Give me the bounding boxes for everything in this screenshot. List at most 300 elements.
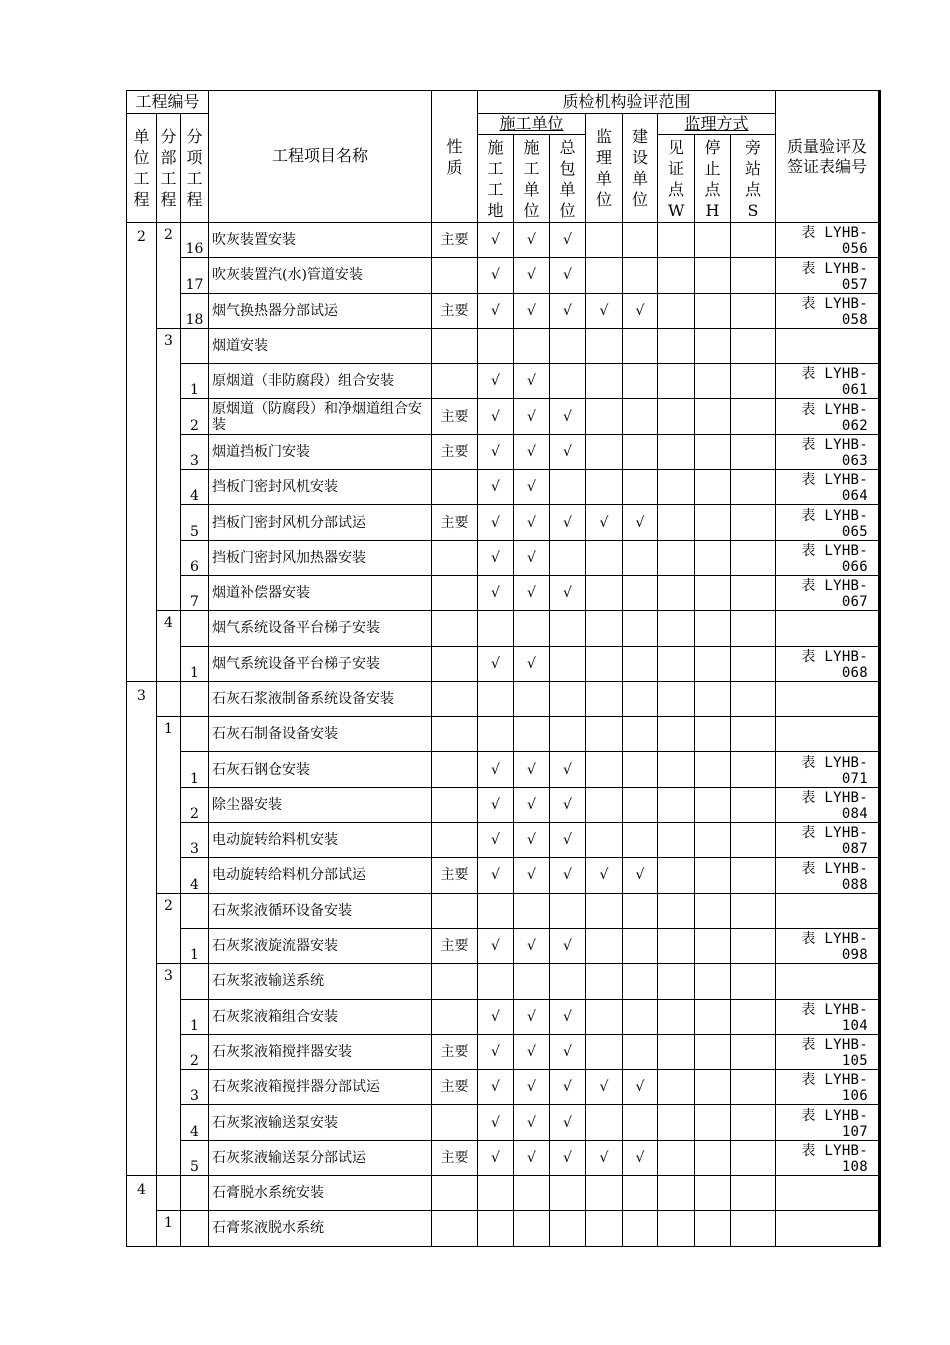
table-row [127, 964, 880, 999]
check-cell [731, 928, 776, 963]
check-cell: √ [478, 470, 514, 505]
check-cell [695, 646, 731, 681]
check-cell [658, 505, 695, 540]
division-cell [157, 540, 181, 575]
table-row [127, 1105, 880, 1140]
project-name-cell: 挡板门密封风加热器安装 [209, 540, 432, 575]
check-cell: √ [478, 575, 514, 610]
check-cell [731, 611, 776, 646]
check-cell [731, 293, 776, 328]
item-cell: 1 [181, 752, 209, 787]
check-cell [695, 1176, 731, 1211]
check-cell: √ [550, 858, 586, 893]
check-cell [586, 611, 623, 646]
check-cell: √ [478, 258, 514, 293]
header-owner: 建设单位 [623, 114, 658, 223]
table-row [127, 364, 880, 399]
division-cell [157, 505, 181, 540]
unit-cell [127, 752, 157, 787]
nature-cell [432, 787, 478, 822]
check-cell: √ [478, 646, 514, 681]
check-cell [731, 858, 776, 893]
check-cell [550, 328, 586, 363]
check-cell [695, 823, 731, 858]
table-row [127, 1140, 880, 1175]
check-cell: √ [623, 1070, 658, 1105]
project-name-cell: 石膏浆液脱水系统 [209, 1211, 432, 1246]
check-cell [586, 893, 623, 928]
check-cell [695, 787, 731, 822]
check-cell [695, 293, 731, 328]
check-cell [514, 1176, 550, 1211]
division-cell: 4 [157, 611, 181, 646]
check-cell [658, 293, 695, 328]
check-cell [695, 717, 731, 752]
check-cell: √ [550, 434, 586, 469]
project-name-cell: 烟道挡板门安装 [209, 434, 432, 469]
check-cell [550, 893, 586, 928]
check-cell [695, 611, 731, 646]
check-cell [586, 1105, 623, 1140]
cert-ref-cell: 表 LYHB-056 [776, 223, 880, 258]
check-cell: √ [478, 1105, 514, 1140]
project-name-cell: 吹灰装置汽(水)管道安装 [209, 258, 432, 293]
check-cell: √ [586, 505, 623, 540]
check-cell: √ [478, 999, 514, 1034]
division-cell: 2 [157, 223, 181, 258]
nature-cell [432, 681, 478, 716]
check-cell [731, 646, 776, 681]
check-cell [658, 1105, 695, 1140]
check-cell [695, 1211, 731, 1246]
check-cell: √ [514, 399, 550, 434]
check-cell [514, 717, 550, 752]
check-cell [731, 1034, 776, 1069]
item-cell: 1 [181, 364, 209, 399]
check-cell [658, 364, 695, 399]
check-cell [695, 893, 731, 928]
check-cell: √ [550, 823, 586, 858]
division-cell [157, 293, 181, 328]
table-row [127, 1176, 880, 1211]
division-cell: 2 [157, 893, 181, 928]
nature-cell [432, 575, 478, 610]
unit-cell [127, 470, 157, 505]
check-cell [731, 434, 776, 469]
item-cell: 4 [181, 858, 209, 893]
check-cell: √ [514, 928, 550, 963]
check-cell [623, 823, 658, 858]
check-cell [623, 434, 658, 469]
header-hold: 停止点H [695, 135, 731, 223]
check-cell: √ [514, 258, 550, 293]
check-cell: √ [550, 505, 586, 540]
check-cell: √ [514, 823, 550, 858]
table-row [127, 540, 880, 575]
check-cell [731, 223, 776, 258]
nature-cell: 主要 [432, 928, 478, 963]
header-cons-unit: 施工单位 [514, 135, 550, 223]
check-cell [586, 434, 623, 469]
project-name-cell: 石膏脱水系统安装 [209, 1176, 432, 1211]
check-cell: √ [623, 293, 658, 328]
item-cell: 16 [181, 223, 209, 258]
header-scope: 质检机构验评范围 [478, 91, 776, 114]
project-name-cell: 石灰浆液循环设备安装 [209, 893, 432, 928]
check-cell [695, 575, 731, 610]
check-cell [695, 223, 731, 258]
check-cell [658, 575, 695, 610]
check-cell: √ [550, 1034, 586, 1069]
project-name-cell: 石灰浆液箱搅拌器安装 [209, 1034, 432, 1069]
unit-cell [127, 575, 157, 610]
cert-ref-cell [776, 717, 880, 752]
nature-cell [432, 964, 478, 999]
check-cell: √ [478, 928, 514, 963]
item-cell: 2 [181, 399, 209, 434]
table-row [127, 434, 880, 469]
check-cell [658, 1070, 695, 1105]
check-cell [658, 223, 695, 258]
unit-cell [127, 1105, 157, 1140]
check-cell: √ [478, 1070, 514, 1105]
check-cell [586, 928, 623, 963]
check-cell [695, 858, 731, 893]
check-cell [586, 1034, 623, 1069]
check-cell [623, 646, 658, 681]
check-cell [586, 823, 623, 858]
check-cell: √ [514, 223, 550, 258]
unit-cell [127, 540, 157, 575]
table-row [127, 575, 880, 610]
check-cell [731, 964, 776, 999]
check-cell [478, 717, 514, 752]
check-cell: √ [550, 258, 586, 293]
check-cell [695, 505, 731, 540]
check-cell [731, 787, 776, 822]
division-cell [157, 858, 181, 893]
check-cell [731, 505, 776, 540]
cert-ref-cell: 表 LYHB-087 [776, 823, 880, 858]
item-cell: 2 [181, 1034, 209, 1069]
table-row [127, 999, 880, 1034]
cert-ref-cell: 表 LYHB-071 [776, 752, 880, 787]
check-cell: √ [550, 1140, 586, 1175]
header-supervise: 监理单位 [586, 114, 623, 223]
cert-ref-cell: 表 LYHB-068 [776, 646, 880, 681]
check-cell [731, 1140, 776, 1175]
check-cell: √ [478, 540, 514, 575]
check-cell [586, 364, 623, 399]
check-cell: √ [550, 787, 586, 822]
nature-cell: 主要 [432, 1034, 478, 1069]
cert-ref-cell: 表 LYHB-107 [776, 1105, 880, 1140]
check-cell [586, 787, 623, 822]
project-name-cell: 烟气系统设备平台梯子安装 [209, 646, 432, 681]
item-cell [181, 893, 209, 928]
check-cell [658, 1140, 695, 1175]
check-cell: √ [623, 1140, 658, 1175]
check-cell [586, 540, 623, 575]
nature-cell: 主要 [432, 1140, 478, 1175]
check-cell [623, 1105, 658, 1140]
header-unit: 单位工程 [127, 114, 157, 223]
inspection-table [126, 90, 881, 1247]
nature-cell: 主要 [432, 858, 478, 893]
check-cell [550, 1211, 586, 1246]
table-row [127, 258, 880, 293]
check-cell [586, 328, 623, 363]
division-cell [157, 928, 181, 963]
check-cell [695, 928, 731, 963]
unit-cell [127, 611, 157, 646]
check-cell [623, 223, 658, 258]
division-cell [157, 681, 181, 716]
check-cell [658, 1176, 695, 1211]
check-cell [623, 1034, 658, 1069]
check-cell [586, 258, 623, 293]
cert-ref-cell [776, 893, 880, 928]
nature-cell: 主要 [432, 223, 478, 258]
check-cell [731, 1211, 776, 1246]
check-cell [550, 540, 586, 575]
cert-ref-cell: 表 LYHB-066 [776, 540, 880, 575]
check-cell [695, 964, 731, 999]
table-row [127, 717, 880, 752]
header-side: 旁站点S [731, 135, 776, 223]
check-cell [514, 964, 550, 999]
division-cell [157, 258, 181, 293]
check-cell [695, 1105, 731, 1140]
check-cell: √ [586, 1070, 623, 1105]
check-cell [658, 752, 695, 787]
header-division: 分部工程 [157, 114, 181, 223]
check-cell: √ [478, 293, 514, 328]
check-cell [658, 964, 695, 999]
cert-ref-cell [776, 328, 880, 363]
check-cell [550, 364, 586, 399]
unit-cell [127, 399, 157, 434]
check-cell [731, 328, 776, 363]
check-cell: √ [478, 399, 514, 434]
check-cell [514, 611, 550, 646]
check-cell [731, 717, 776, 752]
unit-cell: 2 [127, 223, 157, 258]
nature-cell [432, 364, 478, 399]
table-row [127, 752, 880, 787]
item-cell [181, 964, 209, 999]
unit-cell [127, 1211, 157, 1246]
check-cell [623, 752, 658, 787]
check-cell: √ [550, 575, 586, 610]
check-cell [586, 752, 623, 787]
check-cell [623, 928, 658, 963]
check-cell [695, 434, 731, 469]
check-cell [478, 611, 514, 646]
check-cell [514, 681, 550, 716]
project-name-cell: 石灰石浆液制备系统设备安装 [209, 681, 432, 716]
division-cell [157, 787, 181, 822]
unit-cell [127, 1140, 157, 1175]
division-cell [157, 1070, 181, 1105]
check-cell [731, 893, 776, 928]
check-cell [695, 540, 731, 575]
check-cell [658, 893, 695, 928]
header-name: 工程项目名称 [209, 91, 432, 223]
check-cell [623, 681, 658, 716]
check-cell: √ [514, 1105, 550, 1140]
check-cell: √ [514, 470, 550, 505]
check-cell [731, 575, 776, 610]
unit-cell: 3 [127, 681, 157, 716]
item-cell: 6 [181, 540, 209, 575]
cert-ref-cell [776, 1176, 880, 1211]
check-cell [695, 1034, 731, 1069]
check-cell [623, 328, 658, 363]
check-cell [623, 364, 658, 399]
check-cell [731, 540, 776, 575]
check-cell: √ [478, 505, 514, 540]
check-cell [478, 1211, 514, 1246]
check-cell [695, 1140, 731, 1175]
check-cell [586, 223, 623, 258]
division-cell [157, 1105, 181, 1140]
check-cell [658, 1211, 695, 1246]
division-cell [157, 364, 181, 399]
check-cell [695, 258, 731, 293]
check-cell [731, 364, 776, 399]
nature-cell [432, 540, 478, 575]
check-cell [731, 752, 776, 787]
check-cell: √ [514, 752, 550, 787]
check-cell [550, 1176, 586, 1211]
check-cell [695, 752, 731, 787]
nature-cell [432, 717, 478, 752]
division-cell [157, 1176, 181, 1211]
unit-cell [127, 328, 157, 363]
nature-cell [432, 611, 478, 646]
check-cell: √ [550, 223, 586, 258]
unit-cell [127, 364, 157, 399]
check-cell [658, 999, 695, 1034]
nature-cell [432, 646, 478, 681]
unit-cell [127, 434, 157, 469]
cert-ref-cell: 表 LYHB-058 [776, 293, 880, 328]
check-cell [586, 1211, 623, 1246]
check-cell [695, 681, 731, 716]
check-cell [731, 823, 776, 858]
project-name-cell: 石灰浆液输送泵安装 [209, 1105, 432, 1140]
check-cell [514, 893, 550, 928]
check-cell [658, 646, 695, 681]
division-cell [157, 752, 181, 787]
check-cell [478, 1176, 514, 1211]
check-cell: √ [586, 1140, 623, 1175]
check-cell [731, 470, 776, 505]
nature-cell [432, 258, 478, 293]
check-cell [586, 681, 623, 716]
header-general: 总包单位 [550, 135, 586, 223]
project-name-cell: 石灰浆液箱组合安装 [209, 999, 432, 1034]
check-cell [623, 964, 658, 999]
item-cell: 1 [181, 999, 209, 1034]
table-row [127, 399, 880, 434]
check-cell: √ [550, 1105, 586, 1140]
nature-cell [432, 1176, 478, 1211]
division-cell [157, 470, 181, 505]
check-cell [658, 1034, 695, 1069]
check-cell [478, 328, 514, 363]
table-row [127, 223, 880, 258]
check-cell: √ [514, 999, 550, 1034]
division-cell [157, 646, 181, 681]
check-cell [623, 787, 658, 822]
item-cell: 5 [181, 505, 209, 540]
table-row [127, 681, 880, 716]
check-cell [586, 470, 623, 505]
cert-ref-cell: 表 LYHB-065 [776, 505, 880, 540]
check-cell [514, 1211, 550, 1246]
nature-cell: 主要 [432, 505, 478, 540]
check-cell: √ [478, 364, 514, 399]
table-row [127, 505, 880, 540]
table-row [127, 1070, 880, 1105]
check-cell: √ [514, 646, 550, 681]
check-cell [658, 717, 695, 752]
item-cell: 3 [181, 434, 209, 469]
check-cell [695, 364, 731, 399]
project-name-cell: 石灰石制备设备安装 [209, 717, 432, 752]
check-cell [550, 611, 586, 646]
nature-cell [432, 752, 478, 787]
unit-cell [127, 1070, 157, 1105]
check-cell [550, 717, 586, 752]
division-cell [157, 1140, 181, 1175]
table-row [127, 328, 880, 363]
nature-cell [432, 328, 478, 363]
unit-cell [127, 1034, 157, 1069]
project-name-cell: 原烟道（防腐段）和净烟道组合安装 [209, 399, 432, 434]
unit-cell [127, 893, 157, 928]
unit-cell [127, 258, 157, 293]
check-cell [623, 893, 658, 928]
check-cell [731, 1105, 776, 1140]
cert-ref-cell: 表 LYHB-063 [776, 434, 880, 469]
table-row [127, 787, 880, 822]
unit-cell [127, 505, 157, 540]
project-name-cell: 原烟道（非防腐段）组合安装 [209, 364, 432, 399]
cert-ref-cell: 表 LYHB-105 [776, 1034, 880, 1069]
item-cell: 18 [181, 293, 209, 328]
item-cell: 3 [181, 823, 209, 858]
division-cell [157, 575, 181, 610]
cert-ref-cell: 表 LYHB-067 [776, 575, 880, 610]
unit-cell: 4 [127, 1176, 157, 1211]
nature-cell [432, 893, 478, 928]
table-row [127, 470, 880, 505]
division-cell [157, 999, 181, 1034]
cert-ref-cell: 表 LYHB-088 [776, 858, 880, 893]
check-cell [514, 328, 550, 363]
project-name-cell: 烟道补偿器安装 [209, 575, 432, 610]
item-cell: 5 [181, 1140, 209, 1175]
check-cell: √ [550, 752, 586, 787]
check-cell [695, 470, 731, 505]
check-cell [586, 999, 623, 1034]
cert-ref-cell [776, 611, 880, 646]
item-cell: 3 [181, 1070, 209, 1105]
table-row [127, 293, 880, 328]
